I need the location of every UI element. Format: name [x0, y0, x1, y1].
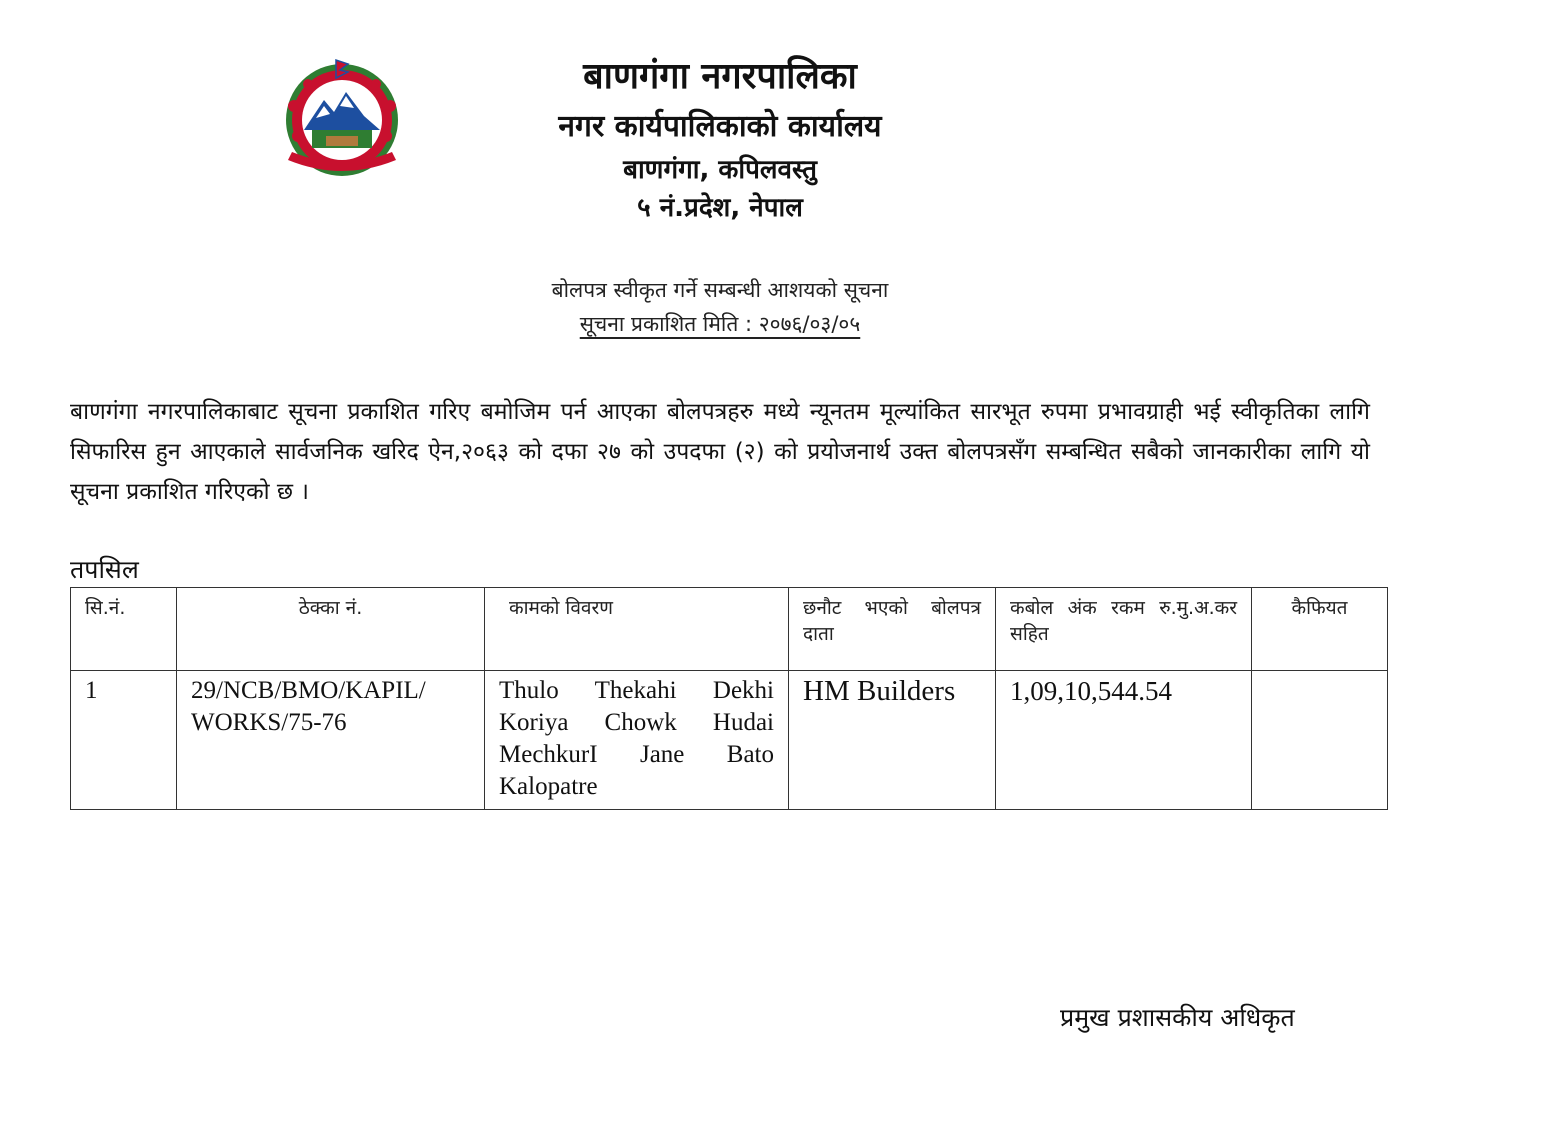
row-sn: 1 [71, 671, 177, 810]
notice-title: बोलपत्र स्वीकृत गर्ने सम्बन्धी आशयको सूचना [551, 278, 889, 302]
header-remarks: कैफियत [1252, 588, 1388, 671]
signature-title: प्रमुख प्रशासकीय अधिकृत [1060, 1003, 1295, 1032]
table-header-row [71, 588, 1388, 671]
row-contract-no: 29/NCB/BMO/KAPIL/ WORKS/75-76 [177, 671, 485, 810]
header-bidder: छनौट भएको बोलपत्र दाता [789, 588, 996, 671]
details-label: तपसिल [70, 555, 139, 584]
nepal-emblem-logo [272, 56, 412, 182]
bid-table [70, 587, 1388, 810]
row-remarks [1252, 671, 1388, 810]
org-name: बाणगंगा नगरपालिका [583, 56, 857, 97]
header-sn: सि.नं. [71, 588, 177, 671]
notice-published-date: सूचना प्रकाशित मिति : २०७६/०३/०५ [579, 312, 861, 336]
notice-body: बाणगंगा नगरपालिकाबाट सूचना प्रकाशित गरिए बमोजिम पर्न आएका बोलपत्रहरु मध्ये न्यूनतम मूल्यांकित सारभूत रुपमा प्रभावग्राही भई स्वीकृतिका लागि सिफारिस हुन आएकाले सार्वजनिक खरिद ऐन,२०६३ को दफा २७ को उपदफा (२) को प्रयोजनार्थ उक्त बोलपत्रसँग सम्बन्धित सबैको जानकारीका लागि यो सूचना प्रकाशित गरिएको छ । [70, 399, 1370, 505]
header-description: कामको विवरण [485, 588, 789, 671]
header-amount: कबोल अंक रकम रु.मु.अ.कर सहित [996, 588, 1252, 671]
office-province: ५ नं.प्रदेश, नेपाल [637, 193, 803, 223]
table-row [71, 671, 1388, 810]
office-address: बाणगंगा, कपिलवस्तु [623, 155, 817, 185]
row-bidder: HM Builders [789, 671, 996, 810]
header-contract-no: ठेक्का नं. [177, 588, 485, 671]
notice-date-wrapper [420, 310, 1020, 338]
row-description: Thulo Thekahi Dekhi Koriya Chowk Hudai MechkurI Jane Bato Kalopatre [485, 671, 789, 810]
office-name: नगर कार्यपालिकाको कार्यालय [558, 109, 882, 144]
row-amount: 1,09,10,544.54 [996, 671, 1252, 810]
